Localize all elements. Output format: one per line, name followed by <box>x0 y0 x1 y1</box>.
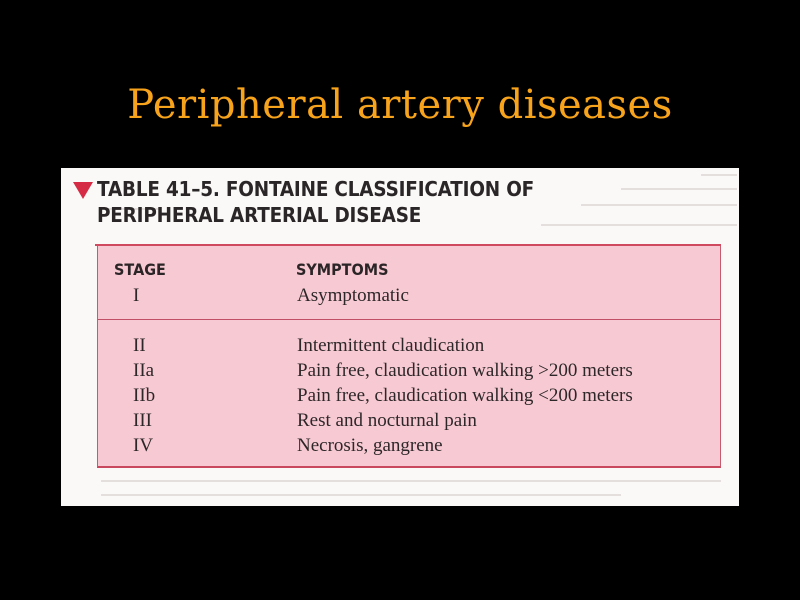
symptom-cell: Intermittent claudication <box>297 335 485 356</box>
table-heading-line-2: PERIPHERAL ARTERIAL DISEASE <box>97 203 422 227</box>
symptom-cell: Pain free, claudication walking <200 meters <box>297 385 633 406</box>
bleed-line <box>621 188 737 190</box>
slide-title: Peripheral artery diseases <box>127 82 673 128</box>
classification-table <box>97 246 721 468</box>
stage-cell: II <box>133 335 146 356</box>
symptom-cell: Asymptomatic <box>297 285 409 306</box>
symptom-cell: Rest and nocturnal pain <box>297 410 477 431</box>
scanned-table-image <box>61 168 739 506</box>
stage-cell: IV <box>133 435 154 456</box>
stage-cell: IIa <box>133 360 155 381</box>
row-divider <box>98 319 720 320</box>
bleed-line <box>101 480 721 482</box>
stage-cell: III <box>133 410 152 431</box>
bleed-line <box>701 174 737 176</box>
column-header-stage: STAGE <box>114 260 166 279</box>
table-heading-line-1: TABLE 41–5. FONTAINE CLASSIFICATION OF <box>97 177 535 201</box>
bleed-line <box>541 224 737 226</box>
bleed-line <box>581 204 737 206</box>
symptom-cell: Pain free, claudication walking >200 meters <box>297 360 633 381</box>
symptom-cell: Necrosis, gangrene <box>297 435 443 456</box>
stage-cell: IIb <box>133 385 156 406</box>
table-heading <box>97 176 534 228</box>
bleed-line <box>101 494 621 496</box>
column-header-symptoms: SYMPTOMS <box>296 260 389 279</box>
stage-cell: I <box>133 285 140 306</box>
red-triangle-icon <box>73 182 93 199</box>
